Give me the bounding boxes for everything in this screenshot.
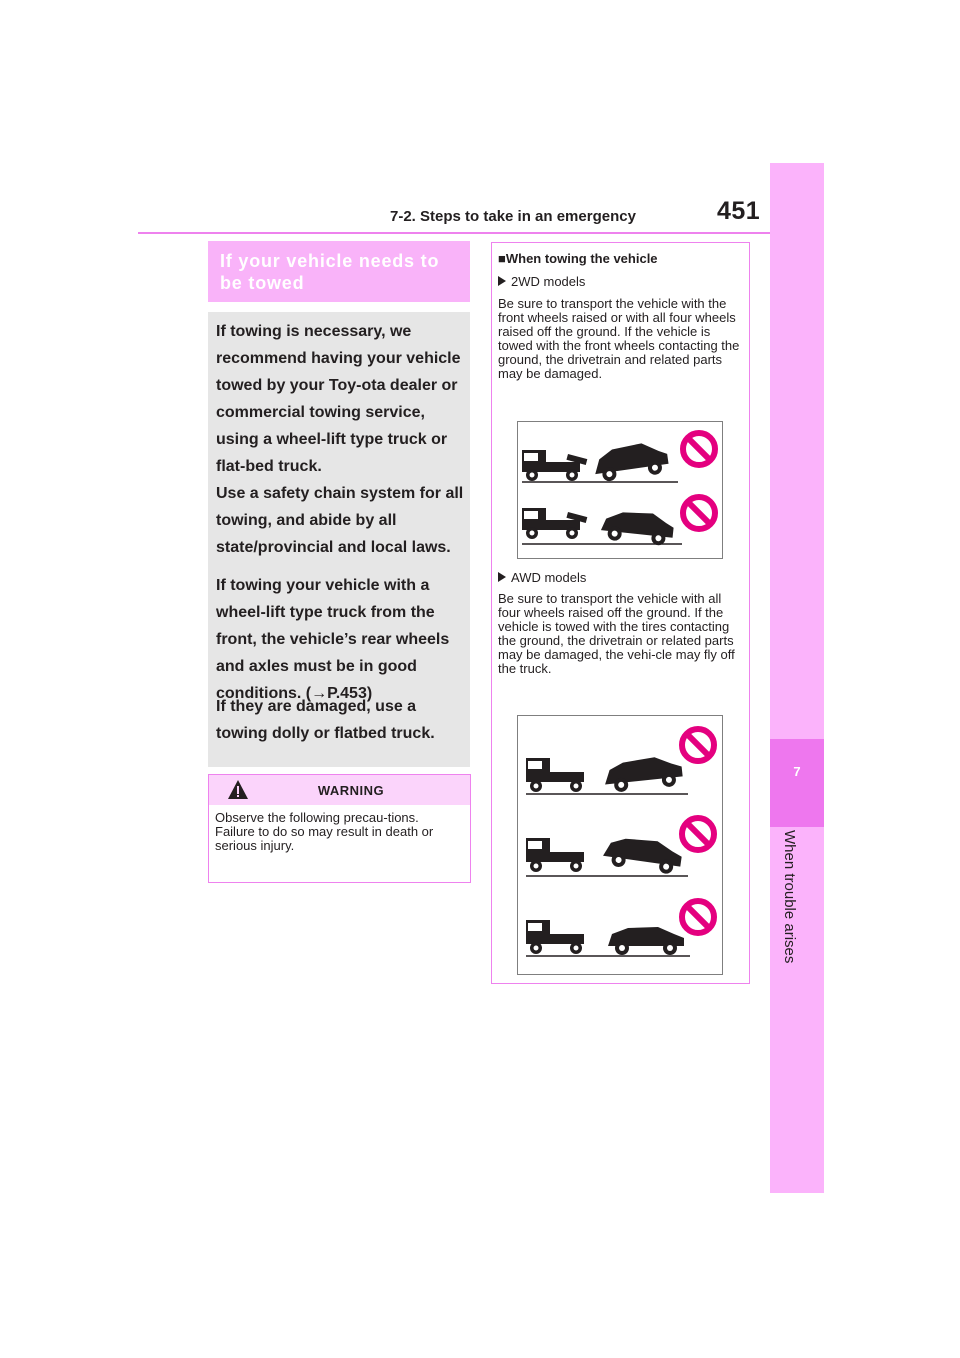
prohibited-icon: [682, 818, 714, 850]
car-rear-raised-icon: [602, 834, 684, 876]
chapter-number: 7: [793, 764, 801, 779]
tow-truck-icon: [526, 920, 584, 954]
figure-2wd-towing: [517, 421, 723, 559]
prohibited-icon: [683, 433, 715, 465]
prohibited-icon: [683, 497, 715, 529]
section-title: 7-2. Steps to take in an emergency: [390, 208, 636, 225]
warning-text: Observe the following precau-tions. Failure to do so may result in death or serious injury.: [215, 810, 434, 853]
car-front-raised-icon: [592, 440, 670, 483]
figure-awd-towing: [517, 715, 723, 975]
warning-box: [208, 774, 471, 883]
tow-truck-icon: [526, 838, 584, 872]
chapter-title: When trouble arises: [781, 830, 798, 964]
model-label-2wd: [498, 275, 743, 289]
prohibited-icon: [682, 901, 714, 933]
page-number: 451: [717, 197, 761, 225]
section-heading: If your vehicle needs to be towed: [220, 251, 440, 293]
warning-triangle-icon: [227, 779, 249, 801]
chapter-number-box: [770, 739, 824, 827]
chapter-side-tab: [770, 163, 824, 1193]
header-divider: [138, 232, 770, 234]
car-front-raised-icon: [603, 755, 684, 794]
warning-title: WARNING: [317, 783, 385, 798]
tow-truck-icon: [522, 508, 587, 539]
model-label-awd-text: AWD models: [511, 570, 587, 585]
intro-paragraph: If towing your vehicle with a wheel-lift type truck from the front, the vehicle’s rear wheels and axles must be in good conditions. (→P.453): [216, 577, 450, 702]
model-label-awd: [498, 571, 743, 585]
intro-box: [208, 312, 470, 767]
car-on-ground-icon: [608, 927, 684, 955]
triangle-bullet-icon: [498, 572, 506, 582]
text-awd: Be sure to transport the vehicle with all four wheels raised off the ground. If the vehicle is towed with the tires contacting the ground, the drivetrain or related parts may be damaged, the vehi-cle may fly off the truck.: [498, 591, 735, 676]
text-2wd: Be sure to transport the vehicle with the front wheels raised or with all four wheels raised off the ground. If the vehicle is towed with the front wheels contacting the ground, the drivetrain and related parts may be damaged.: [498, 296, 740, 381]
prohibited-icon: [682, 729, 714, 761]
tow-truck-icon: [522, 450, 587, 481]
towing-heading: ■When towing the vehicle: [498, 251, 658, 266]
model-label-2wd-text: 2WD models: [511, 274, 586, 289]
car-rear-raised-icon: [600, 508, 675, 546]
section-heading-box: [208, 241, 470, 302]
tow-truck-icon: [526, 758, 584, 792]
triangle-bullet-icon: [498, 276, 506, 286]
intro-paragraph: If towing is necessary, we recommend having your vehicle towed by your Toy-ota dealer or commercial towing service, using a wheel-lift type truck or flat-bed truck.: [216, 323, 461, 475]
towing-info-box: [491, 242, 750, 984]
intro-paragraph: Use a safety chain system for all towing, and abide by all state/provincial and local laws.: [216, 485, 464, 556]
chapter-title-container: [758, 830, 838, 964]
intro-paragraph: If they are damaged, use a towing dolly or flatbed truck.: [216, 698, 435, 742]
